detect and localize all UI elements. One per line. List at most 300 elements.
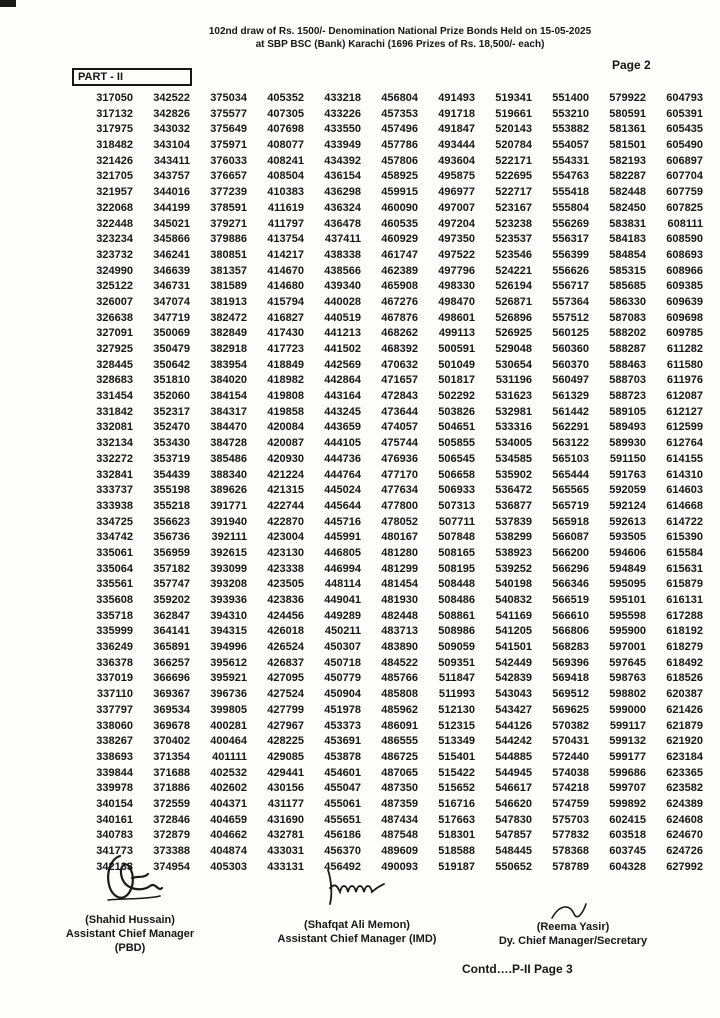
- title-line-2: at SBP BSC (Bank) Karachi (1696 Prizes of Rs. 18,500/- each): [255, 39, 545, 50]
- prize-number: 417430: [267, 327, 304, 340]
- prize-number: 472843: [381, 390, 418, 403]
- prize-number: 609639: [666, 295, 703, 308]
- prize-number: 339978: [96, 782, 133, 795]
- prize-number: 547857: [495, 829, 532, 842]
- prize-number: 415794: [267, 295, 304, 308]
- prize-number: 342522: [153, 92, 190, 104]
- prize-number: 618492: [666, 656, 703, 669]
- prize-number: 433949: [324, 139, 361, 152]
- prize-number: 337797: [96, 703, 133, 716]
- prize-number: 353719: [153, 452, 190, 465]
- prize-number: 456804: [381, 92, 418, 104]
- prize-number: 621426: [666, 703, 703, 716]
- prize-number: 566346: [552, 578, 589, 591]
- prize-number: 482448: [381, 609, 418, 622]
- prize-number: 337019: [96, 672, 133, 685]
- prize-number: 453373: [324, 719, 361, 732]
- prize-number: 570382: [552, 719, 589, 732]
- prize-number: 423836: [267, 594, 304, 606]
- prize-number: 540198: [495, 578, 532, 591]
- prize-number: 377239: [210, 186, 247, 199]
- prize-number: 509059: [438, 641, 475, 654]
- prize-number: 543043: [495, 688, 532, 701]
- prize-number: 394315: [210, 625, 247, 638]
- prize-number: 543427: [495, 703, 532, 716]
- prize-number: 455047: [324, 782, 361, 795]
- prize-number: 608966: [666, 264, 703, 277]
- prize-number: 441502: [324, 343, 361, 355]
- prize-number: 506545: [438, 452, 475, 465]
- prize-number: 612087: [666, 390, 703, 403]
- prize-number: 438338: [324, 248, 361, 261]
- prize-number: 364141: [153, 625, 190, 638]
- prize-number: 575703: [552, 813, 589, 826]
- prize-number: 419808: [267, 390, 304, 403]
- prize-number: 595095: [609, 578, 646, 591]
- prize-number: 423505: [267, 578, 304, 591]
- prize-column-10: [589, 91, 646, 875]
- prize-number: 542839: [495, 672, 532, 685]
- prize-number: 569512: [552, 688, 589, 701]
- prize-number: 566519: [552, 594, 589, 606]
- prize-number: 582448: [609, 186, 646, 199]
- prize-number: 391771: [210, 499, 247, 512]
- prize-number: 356623: [153, 515, 190, 528]
- prize-number: 382472: [210, 311, 247, 324]
- prize-number: 553882: [552, 123, 589, 136]
- prize-number: 487350: [381, 782, 418, 795]
- prize-number: 445991: [324, 531, 361, 544]
- prize-number: 453878: [324, 750, 361, 763]
- prize-number: 555804: [552, 201, 589, 214]
- prize-number: 332081: [96, 421, 133, 434]
- prize-number: 477170: [381, 468, 418, 481]
- prize-number: 599000: [609, 703, 646, 716]
- prize-number: 538923: [495, 546, 532, 559]
- part-label: PART - II: [72, 68, 192, 86]
- prize-number: 404662: [210, 829, 247, 842]
- prize-number: 516716: [438, 797, 475, 810]
- prize-number: 493604: [438, 154, 475, 167]
- prize-number: 335061: [96, 546, 133, 559]
- prize-number: 624608: [666, 813, 703, 826]
- prize-number: 442864: [324, 374, 361, 387]
- prize-number: 341773: [96, 845, 133, 857]
- prize-number: 565719: [552, 499, 589, 512]
- prize-number: 385486: [210, 452, 247, 465]
- prize-number: 332272: [96, 452, 133, 465]
- prize-number: 497522: [438, 248, 475, 261]
- prize-number: 345866: [153, 233, 190, 246]
- prize-number: 423338: [267, 562, 304, 575]
- prize-number: 374954: [153, 860, 190, 873]
- prize-number: 588202: [609, 327, 646, 340]
- prize-number: 608590: [666, 233, 703, 246]
- prize-number: 443164: [324, 390, 361, 403]
- prize-number: 612599: [666, 421, 703, 434]
- prize-number: 407698: [267, 123, 304, 136]
- prize-number: 574038: [552, 766, 589, 779]
- prize-number: 458925: [381, 170, 418, 183]
- prize-number: 357182: [153, 562, 190, 575]
- prize-number: 526896: [495, 311, 532, 324]
- prize-number: 342133: [96, 860, 133, 873]
- prize-number: 615390: [666, 531, 703, 544]
- prize-number: 505855: [438, 437, 475, 450]
- prize-number: 450307: [324, 641, 361, 654]
- prize-number: 624389: [666, 797, 703, 810]
- prize-number: 480167: [381, 531, 418, 544]
- prize-number: 434392: [324, 154, 361, 167]
- prize-number: 370402: [153, 735, 190, 748]
- prize-number: 404371: [210, 797, 247, 810]
- prize-number: 442569: [324, 358, 361, 371]
- prize-number: 391940: [210, 515, 247, 528]
- prize-number: 517663: [438, 813, 475, 826]
- prize-number: 523167: [495, 201, 532, 214]
- prize-number: 445024: [324, 484, 361, 497]
- prize-number: 426837: [267, 656, 304, 669]
- signatory-3-title: Dy. Chief Manager/Secretary: [498, 935, 648, 947]
- prize-number: 366696: [153, 672, 190, 685]
- prize-number: 561442: [552, 405, 589, 418]
- prize-number: 402602: [210, 782, 247, 795]
- prize-number: 508448: [438, 578, 475, 591]
- prize-number: 481454: [381, 578, 418, 591]
- prize-number: 546620: [495, 797, 532, 810]
- prize-number: 343104: [153, 139, 190, 152]
- prize-number: 588463: [609, 358, 646, 371]
- prize-number: 497350: [438, 233, 475, 246]
- prize-number: 618279: [666, 641, 703, 654]
- prize-number: 565103: [552, 452, 589, 465]
- prize-number: 326007: [96, 295, 133, 308]
- prize-number: 408077: [267, 139, 304, 152]
- prize-number: 512315: [438, 719, 475, 732]
- prize-number: 560497: [552, 374, 589, 387]
- prize-number: 624726: [666, 845, 703, 857]
- prize-number: 331454: [96, 390, 133, 403]
- prize-number: 541501: [495, 641, 532, 654]
- prize-number: 546617: [495, 782, 532, 795]
- prize-number: 542449: [495, 656, 532, 669]
- prize-number: 382918: [210, 343, 247, 355]
- prize-number: 541205: [495, 625, 532, 638]
- prize-number: 515422: [438, 766, 475, 779]
- prize-number: 611282: [666, 343, 703, 355]
- prize-number: 612764: [666, 437, 703, 450]
- prize-number: 347074: [153, 295, 190, 308]
- prize-number: 565565: [552, 484, 589, 497]
- prize-number: 321705: [96, 170, 133, 183]
- prize-number: 431177: [267, 797, 304, 810]
- prize-number: 485808: [381, 688, 418, 701]
- prize-number: 609385: [666, 280, 703, 293]
- prize-number: 540832: [495, 594, 532, 606]
- prize-number: 356736: [153, 531, 190, 544]
- prize-number: 335718: [96, 609, 133, 622]
- prize-number: 414670: [267, 264, 304, 277]
- prize-number: 372559: [153, 797, 190, 810]
- page-number: Page 2: [612, 58, 651, 72]
- prize-number: 365891: [153, 641, 190, 654]
- prize-number: 606897: [666, 154, 703, 167]
- prize-number-table: [76, 91, 703, 875]
- prize-number: 544242: [495, 735, 532, 748]
- prize-number: 615879: [666, 578, 703, 591]
- prize-number: 375034: [210, 92, 247, 104]
- prize-number: 526925: [495, 327, 532, 340]
- prize-number: 375971: [210, 139, 247, 152]
- prize-number: 604328: [609, 860, 646, 873]
- prize-number: 376033: [210, 154, 247, 167]
- prize-number: 373388: [153, 845, 190, 857]
- prize-number: 338693: [96, 750, 133, 763]
- prize-number: 577832: [552, 829, 589, 842]
- prize-number: 382849: [210, 327, 247, 340]
- prize-number: 599707: [609, 782, 646, 795]
- prize-number: 422744: [267, 499, 304, 512]
- prize-number: 611976: [666, 374, 703, 387]
- corner-mark: [0, 0, 16, 7]
- prize-number: 503826: [438, 405, 475, 418]
- prize-number: 318482: [96, 139, 133, 152]
- prize-number: 536472: [495, 484, 532, 497]
- prize-number: 333737: [96, 484, 133, 497]
- prize-number: 317050: [96, 92, 133, 104]
- prize-number: 524221: [495, 264, 532, 277]
- prize-number: 615584: [666, 546, 703, 559]
- prize-number: 531623: [495, 390, 532, 403]
- prize-number: 400281: [210, 719, 247, 732]
- prize-number: 379271: [210, 217, 247, 230]
- prize-number: 566087: [552, 531, 589, 544]
- prize-number: 599117: [609, 719, 646, 732]
- prize-number: 338267: [96, 735, 133, 748]
- prize-number: 445716: [324, 515, 361, 528]
- prize-number: 440028: [324, 295, 361, 308]
- prize-number: 484522: [381, 656, 418, 669]
- prize-number: 487065: [381, 766, 418, 779]
- prize-number: 529048: [495, 343, 532, 355]
- prize-number: 522717: [495, 186, 532, 199]
- prize-number: 582450: [609, 201, 646, 214]
- prize-number: 518588: [438, 845, 475, 857]
- prize-number: 335064: [96, 562, 133, 575]
- prize-number: 323234: [96, 233, 133, 246]
- prize-number: 508861: [438, 609, 475, 622]
- prize-number: 572440: [552, 750, 589, 763]
- prize-number: 419858: [267, 405, 304, 418]
- prize-column-4: [247, 91, 304, 875]
- prize-number: 405352: [267, 92, 304, 104]
- prize-number: 544126: [495, 719, 532, 732]
- prize-number: 433550: [324, 123, 361, 136]
- prize-number: 614310: [666, 468, 703, 481]
- prize-number: 427095: [267, 672, 304, 685]
- prize-number: 595598: [609, 609, 646, 622]
- prize-number: 467876: [381, 311, 418, 324]
- prize-number: 431690: [267, 813, 304, 826]
- prize-number: 553210: [552, 107, 589, 120]
- prize-number: 526194: [495, 280, 532, 293]
- prize-number: 433226: [324, 107, 361, 120]
- prize-number: 586330: [609, 295, 646, 308]
- prize-number: 497796: [438, 264, 475, 277]
- prize-number: 420087: [267, 437, 304, 450]
- prize-column-9: [532, 91, 589, 875]
- prize-number: 554057: [552, 139, 589, 152]
- prize-number: 565918: [552, 515, 589, 528]
- prize-number: 350479: [153, 343, 190, 355]
- prize-number: 359202: [153, 594, 190, 606]
- prize-number: 609698: [666, 311, 703, 324]
- prize-number: 418849: [267, 358, 304, 371]
- prize-number: 450718: [324, 656, 361, 669]
- prize-number: 371886: [153, 782, 190, 795]
- prize-number: 574218: [552, 782, 589, 795]
- prize-number: 445644: [324, 499, 361, 512]
- prize-number: 327925: [96, 343, 133, 355]
- prize-number: 389626: [210, 484, 247, 497]
- prize-number: 441213: [324, 327, 361, 340]
- prize-number: 556717: [552, 280, 589, 293]
- prize-number: 621920: [666, 735, 703, 748]
- prize-number: 531196: [495, 374, 532, 387]
- prize-number: 321426: [96, 154, 133, 167]
- prize-number: 393936: [210, 594, 247, 606]
- prize-number: 506658: [438, 468, 475, 481]
- prize-number: 513349: [438, 735, 475, 748]
- prize-number: 532981: [495, 405, 532, 418]
- prize-number: 326638: [96, 311, 133, 324]
- prize-number: 556626: [552, 264, 589, 277]
- prize-number: 537839: [495, 515, 532, 528]
- prize-number: 551400: [552, 92, 589, 104]
- prize-number: 506933: [438, 484, 475, 497]
- prize-number: 523537: [495, 233, 532, 246]
- prize-number: 554331: [552, 154, 589, 167]
- prize-number: 347719: [153, 311, 190, 324]
- prize-number: 508195: [438, 562, 475, 575]
- prize-number: 394996: [210, 641, 247, 654]
- prize-number: 550652: [495, 860, 532, 873]
- prize-number: 605490: [666, 139, 703, 152]
- prize-number: 371354: [153, 750, 190, 763]
- prize-number: 457786: [381, 139, 418, 152]
- prize-number: 384317: [210, 405, 247, 418]
- prize-number: 614668: [666, 499, 703, 512]
- prize-number: 481280: [381, 546, 418, 559]
- prize-number: 580591: [609, 107, 646, 120]
- prize-number: 413754: [267, 233, 304, 246]
- prize-number: 384470: [210, 421, 247, 434]
- prize-number: 611580: [666, 358, 703, 371]
- prize-number: 562291: [552, 421, 589, 434]
- prize-number: 451978: [324, 703, 361, 716]
- prize-number: 594849: [609, 562, 646, 575]
- prize-number: 507313: [438, 499, 475, 512]
- prize-number: 624670: [666, 829, 703, 842]
- prize-number: 593505: [609, 531, 646, 544]
- prize-number: 502292: [438, 390, 475, 403]
- prize-number: 454601: [324, 766, 361, 779]
- prize-number: 623365: [666, 766, 703, 779]
- prize-number: 322448: [96, 217, 133, 230]
- prize-column-7: [418, 91, 475, 875]
- prize-column-11: [646, 91, 703, 875]
- prize-number: 414680: [267, 280, 304, 293]
- prize-number: 584854: [609, 248, 646, 261]
- prize-number: 408241: [267, 154, 304, 167]
- prize-number: 570431: [552, 735, 589, 748]
- prize-number: 555418: [552, 186, 589, 199]
- prize-number: 332134: [96, 437, 133, 450]
- prize-number: 534005: [495, 437, 532, 450]
- prize-number: 362847: [153, 609, 190, 622]
- prize-number: 520784: [495, 139, 532, 152]
- signatory-1-title: Assistant Chief Manager (PBD): [65, 928, 195, 954]
- signatory-2: [272, 918, 442, 946]
- prize-number: 500591: [438, 343, 475, 355]
- prize-number: 336249: [96, 641, 133, 654]
- prize-number: 585685: [609, 280, 646, 293]
- prize-number: 324990: [96, 264, 133, 277]
- prize-number: 456186: [324, 829, 361, 842]
- prize-number: 578368: [552, 845, 589, 857]
- prize-number: 602415: [609, 813, 646, 826]
- prize-number: 335608: [96, 594, 133, 606]
- prize-number: 443659: [324, 421, 361, 434]
- prize-number: 574759: [552, 797, 589, 810]
- prize-number: 614603: [666, 484, 703, 497]
- prize-number: 448114: [324, 578, 361, 591]
- prize-number: 588287: [609, 343, 646, 355]
- prize-number: 355218: [153, 499, 190, 512]
- prize-number: 623582: [666, 782, 703, 795]
- prize-number: 608693: [666, 248, 703, 261]
- prize-number: 369367: [153, 688, 190, 701]
- prize-number: 331842: [96, 405, 133, 418]
- prize-number: 519187: [438, 860, 475, 873]
- prize-number: 561329: [552, 390, 589, 403]
- prize-number: 339844: [96, 766, 133, 779]
- prize-number: 371688: [153, 766, 190, 779]
- prize-number: 483890: [381, 641, 418, 654]
- prize-number: 381913: [210, 295, 247, 308]
- prize-number: 444105: [324, 437, 361, 450]
- prize-column-1: [76, 91, 133, 875]
- prize-number: 539252: [495, 562, 532, 575]
- prize-number: 565444: [552, 468, 589, 481]
- prize-number: 560370: [552, 358, 589, 371]
- prize-number: 597001: [609, 641, 646, 654]
- prize-number: 496977: [438, 186, 475, 199]
- prize-number: 568283: [552, 641, 589, 654]
- prize-number: 317975: [96, 123, 133, 136]
- signature-shahid-hussain: [98, 848, 168, 906]
- prize-number: 595900: [609, 625, 646, 638]
- prize-number: 604793: [666, 92, 703, 104]
- prize-number: 404874: [210, 845, 247, 857]
- prize-number: 404659: [210, 813, 247, 826]
- prize-number: 499113: [438, 327, 475, 340]
- prize-number: 556317: [552, 233, 589, 246]
- prize-number: 392111: [211, 531, 247, 544]
- signatory-3-name: (Reema Yasir): [536, 921, 610, 933]
- prize-number: 369678: [153, 719, 190, 732]
- prize-number: 460090: [381, 201, 418, 214]
